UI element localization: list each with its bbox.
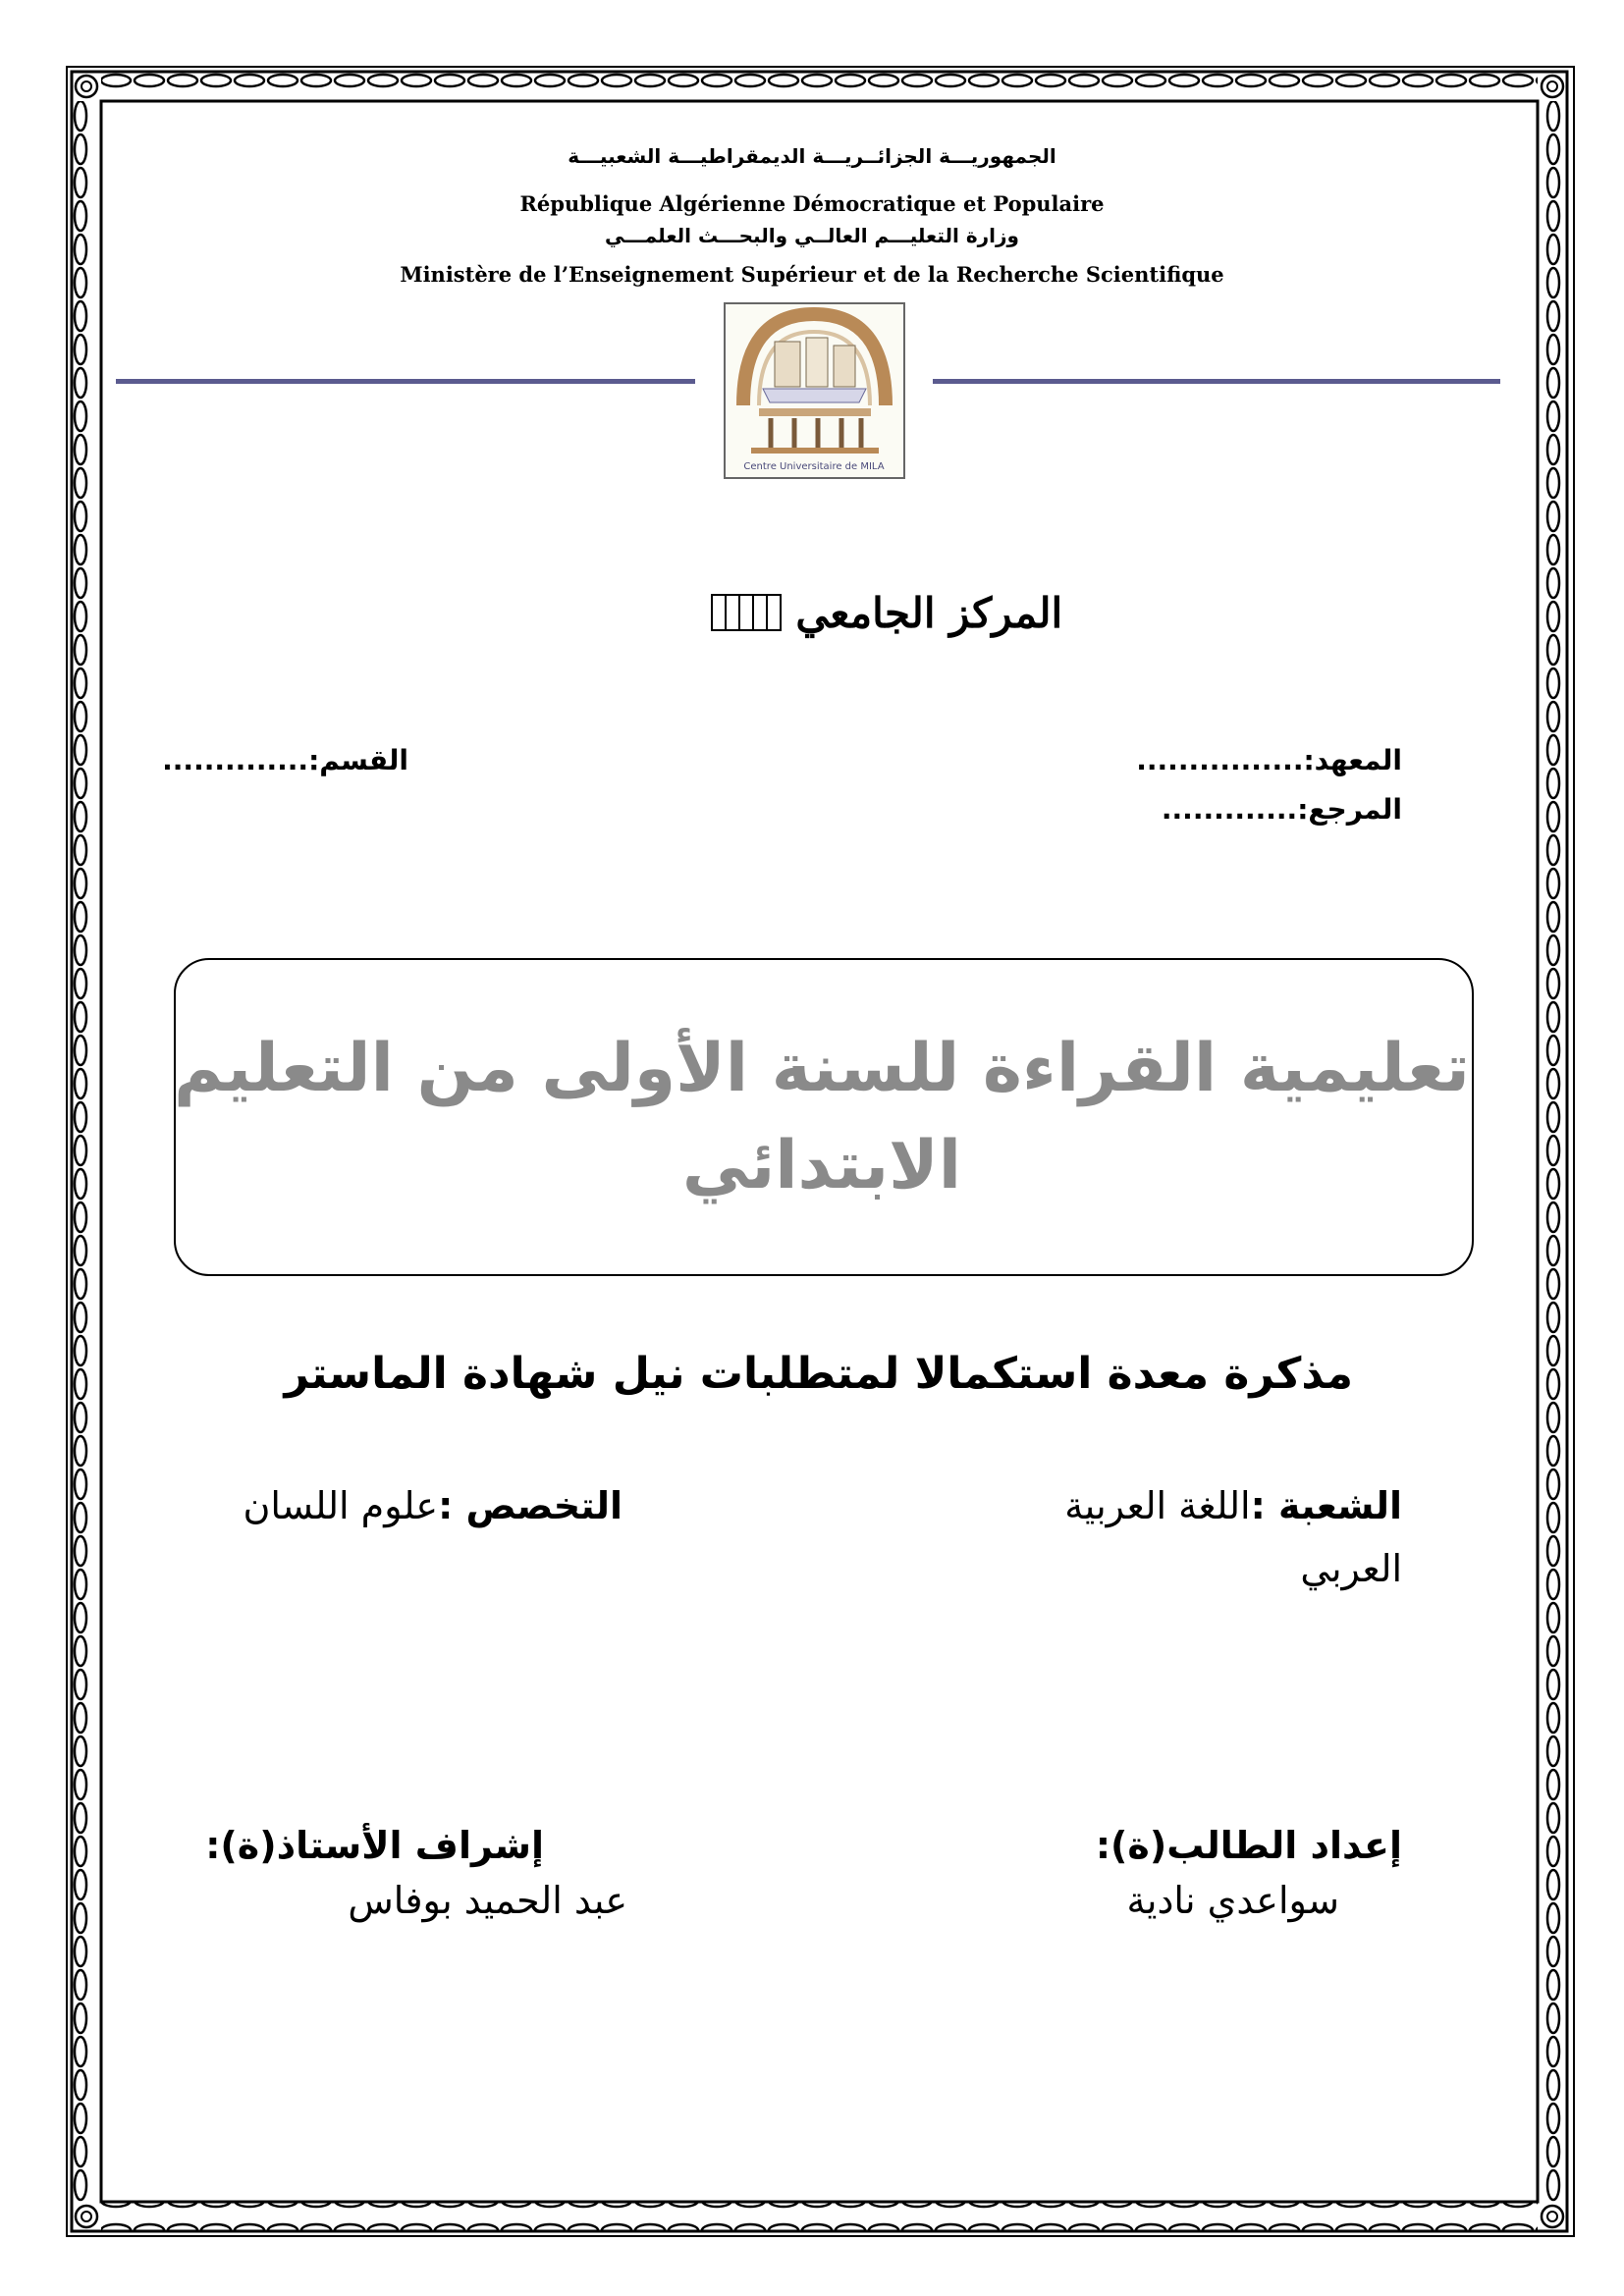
center-title-text: المركز الجامعي: [795, 589, 1063, 637]
header-fr-ministry: Ministère de l’Enseignement Supérieur et de la Recherche Scientifique: [400, 262, 1224, 287]
reference-label: المرجع:: [1297, 793, 1402, 826]
supervisor-label: [205, 1824, 544, 1867]
specialty-field: [244, 1484, 623, 1527]
supervisor-label-text: إشراف الأستاذ(ة):: [205, 1824, 544, 1867]
department-value: ..............: [162, 744, 309, 776]
header-fr-republic: République Algérienne Démocratique et Populaire: [519, 191, 1105, 216]
header-ar-ministry: وزارة التعليـــم العالــي والبحـــث العلمـــي: [605, 224, 1019, 247]
student-label-text: إعداد الطالب(ة):: [1095, 1824, 1402, 1867]
thesis-title-line1: تعليمية القراءة للسنة الأولى من التعليم: [174, 1030, 1470, 1107]
student-name: سواعدي نادية: [1126, 1879, 1339, 1922]
specialty-value: علوم اللسان: [243, 1484, 439, 1527]
branch-label: الشعبة :: [1250, 1484, 1402, 1527]
institute-label: المعهد:: [1303, 744, 1402, 776]
department-field: [162, 744, 408, 776]
reference-field: [1162, 793, 1402, 826]
thesis-title: [174, 1021, 1470, 1214]
branch-field: [1064, 1484, 1402, 1527]
divider-right: [933, 379, 1500, 384]
supervisor-name: عبد الحميد بوفاس: [348, 1879, 627, 1922]
institute-field: [1136, 744, 1402, 776]
divider-left: [116, 379, 695, 384]
branch-value: اللغة العربية: [1064, 1484, 1251, 1527]
center-title: [613, 589, 1163, 666]
thesis-subtitle: مذكرة معدة استكمالا لمتطلبات نيل شهادة الماستر: [284, 1349, 1353, 1399]
institute-value: ................: [1136, 744, 1304, 776]
reference-value: .............: [1161, 793, 1298, 826]
specialty-label: التخصص :: [438, 1484, 623, 1527]
department-label: القسم:: [308, 744, 408, 776]
specialty-value-continued: العربي: [1300, 1547, 1402, 1590]
university-logo: [724, 302, 905, 479]
header-ar-republic: الجمهوريـــة الجزائــريـــة الديمقراطيـــة الشعبيـــة: [568, 144, 1056, 168]
logo-caption: Centre Universitaire de MILA: [743, 461, 885, 472]
student-label: [1096, 1824, 1402, 1867]
missing-glyph-boxes: [713, 593, 782, 641]
thesis-title-line2: الابتدائي: [681, 1126, 962, 1204]
